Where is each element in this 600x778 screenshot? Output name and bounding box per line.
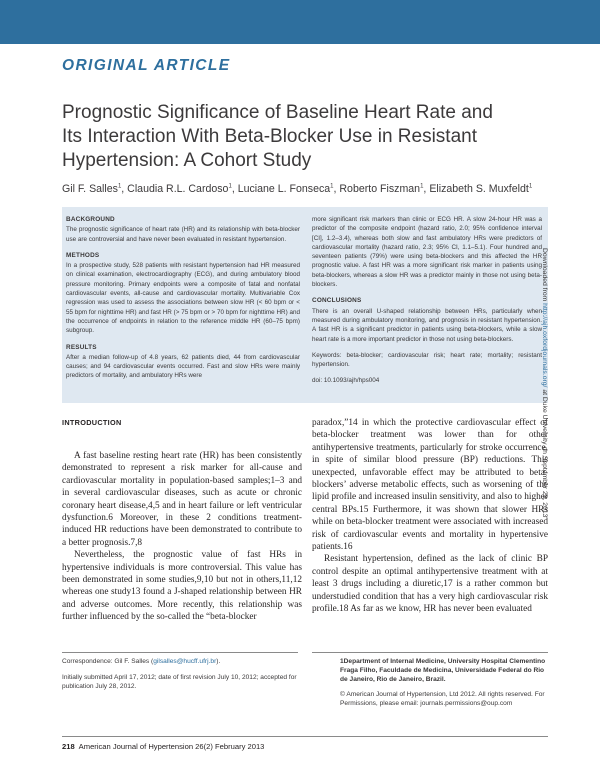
article-title [62, 101, 502, 173]
correspondence-line: Correspondence: Gil F. Salles (gilsalles@hucff.ufrj.br). [62, 658, 221, 665]
author-affiliation-mark: 1 [117, 183, 122, 190]
title-line: Hypertension: A Cohort Study [62, 150, 312, 171]
author-list: Gil F. Salles$^1$, Claudia R.L. Cardoso$^1$, Luciane L. Fonseca$^1$, Roberto Fiszman$^1$, Elizabeth S. Muxfeldt$^1$ [62, 183, 533, 195]
abstract-heading: BACKGROUND [66, 216, 115, 223]
author-name: Gil F. Salles [62, 183, 118, 195]
footnote-divider [312, 652, 548, 653]
body-column-left [62, 450, 302, 624]
author-name: Claudia R.L. Cardoso [127, 183, 229, 195]
abstract-heading: CONCLUSIONS [312, 297, 362, 305]
section-label: ORIGINAL ARTICLE [62, 57, 231, 74]
correspondence-email[interactable]: gilsalles@hucff.ufrj.br [153, 658, 217, 665]
page-footer [62, 742, 264, 751]
article-doi: doi: 10.1093/ajh/hps004 [312, 377, 380, 385]
download-suffix: at Duke University on September 23, 2013 [541, 387, 548, 518]
affiliation-note [340, 657, 548, 708]
copyright-text: © American Journal of Hypertension, Ltd 2012. All rights reserved. For Permissions, please email: journals.permissions@oup.com [340, 691, 545, 707]
body-paragraph: A fast baseline resting heart rate (HR) has been consistently demonstrated to represent a risk marker for all-cause and cardiovascular mortality in population-based samples;1–3 and in several cardiovascular diseases, such as acute or chronic coronary heart disease,4,5 and in heart failure or left ventricular dysfunction.6 Moreover, in these 2 conditions treatment-induced HR reductions have been demonstrated to contribute to a better prognosis.7,8 [62, 451, 302, 548]
author-affiliation-mark: 1 [528, 183, 533, 190]
abstract-background: The prognostic significance of heart rate (HR) and its relationship with beta-blocker use are controversial and have never been evaluated in resistant hypertension. [66, 226, 300, 243]
title-line: Its Interaction With Beta-Blocker Use in Resistant [62, 126, 477, 147]
body-paragraph: Resistant hypertension, defined as the lack of clinic BP control despite an optimal antihypertensive treatment with at least 3 drugs including a diuretic,17 is a rather common but understudied condition that has a very high cardiovascular risk profile.18 As far as we know, HR has never been evaluated [312, 554, 548, 615]
abstract-keywords: Keywords: beta-blocker; cardiovascular risk; heart rate; mortality; resistant hypertension. [312, 351, 542, 369]
author-name: Luciane L. Fonseca [237, 183, 331, 195]
author-name: Roberto Fiszman [339, 183, 421, 195]
author-affiliation-mark: 1 [228, 183, 232, 190]
abstract-heading: METHODS [66, 251, 100, 259]
header-band [0, 0, 600, 44]
abstract-heading: RESULTS [66, 343, 97, 351]
body-paragraph: paradox,”14 in which the protective cardiovascular effect of beta-blocker treatment was lower than for other antihypertensive treatments, particularly for stroke occurrence, in spite of similar blood pressure (BP) reductions. This unexpected, unfavorable effect may be attributed to beta-blockers’ adverse metabolic effects, such as worsening of the lipid profile and increased insulin sensitivity, and also to higher central BPs.15 Furthermore, it was shown that slower HRs while on beta-blocker treatment were associated with increased risk of cardiovascular events and mortality in hypertensive patients.16 [312, 418, 548, 553]
download-prefix: Downloaded from [541, 248, 548, 304]
abstract-results-continued: more significant risk markers than clinic or ECG HR. A slow 24-hour HR was a predictor of the composite endpoint (hazard ratio, 2.0; 95% confidence interval [CI], 1.2–3.4), whereas both slow and fast ambulatory HRs were predictors of cardiovascular mortality (hazard ratio, 2.3; 95% CI, 1.1–5.1). Four hundred and seventeen patients (79%) were using beta-blockers and this affected the HR prognostic value. A fast HR was a more significant risk marker in patients using beta-blockers, whereas a slow HR was a predictor mainly in those not using beta-blockers. [312, 216, 542, 289]
abstract-box [62, 207, 548, 403]
journal-citation: American Journal of Hypertension 26(2) February 2013 [78, 742, 265, 751]
author-affiliation-mark: 1 [330, 183, 334, 190]
download-link[interactable]: http://ajh.oxfordjournals.org/ [541, 303, 548, 388]
title-line: Prognostic Significance of Baseline Heart Rate and [62, 102, 493, 123]
abstract-column-left [66, 215, 300, 388]
page-footer-divider [62, 736, 548, 737]
abstract-methods: In a prospective study, 528 patients with resistant hypertension had HR measured on clinical examination, electrocardiography (ECG), and during ambulatory blood pressure monitoring. Primary endpoints were a composite of fatal and nonfatal cardiovascular events, all-cause and cardiovascular mortality. Multivariable Cox regression was used to assess the associations between slow HR (< 60 bpm or < 55 bpm for nighttime HR) and fast HR (> 75 bpm or > 70 bpm for nighttime HR) and the occurrence of endpoints in relation to the reference middle HR (60–75 bpm) subgroup. [66, 262, 300, 335]
author-affiliation-mark: 1 [420, 183, 424, 190]
abstract-column-right [312, 215, 542, 386]
abstract-conclusions: There is an overall U-shaped relationship between HRs, particularly when measured during ambulatory monitoring, and prognosis in resistant hypertension. A fast HR is a significant predictor in patients using beta-blockers, while a slow heart rate is a more important predictor in those not using beta-blockers. [312, 307, 542, 343]
body-paragraph: Nevertheless, the prognostic value of fast HRs in hypertensive individuals is more controversial. This value has been demonstrated in some studies,9,10 but not in others,11,12 whereas one study13 found a J-shaped relationship between HR and adverse outcomes. More recently, this relationship was further influenced by the so-called the “beta-blocker [62, 550, 302, 623]
body-column-right [312, 417, 548, 616]
section-heading-introduction: INTRODUCTION [62, 418, 122, 427]
affiliation-text: 1Department of Internal Medicine, University Hospital Clementino Fraga Filho, Faculdade de Medicina, Universidade Federal do Rio de Janeiro, Rio de Janeiro, Brazil. [340, 658, 546, 683]
submission-dates: Initially submitted April 17, 2012; date of first revision July 10, 2012; accepted for publication July 28, 2012. [62, 674, 297, 690]
correspondence-note [62, 657, 298, 691]
page-number: 218 [62, 742, 75, 751]
footnote-divider [62, 652, 298, 653]
author-name: Elizabeth S. Muxfeldt [429, 183, 529, 195]
abstract-results: After a median follow-up of 4.8 years, 62 patients died, 44 from cardiovascular causes; and 94 cardiovascular events occurred. Fast and slow HRs were mainly predictors of mortality, and ambulatory HRs were [66, 353, 300, 380]
